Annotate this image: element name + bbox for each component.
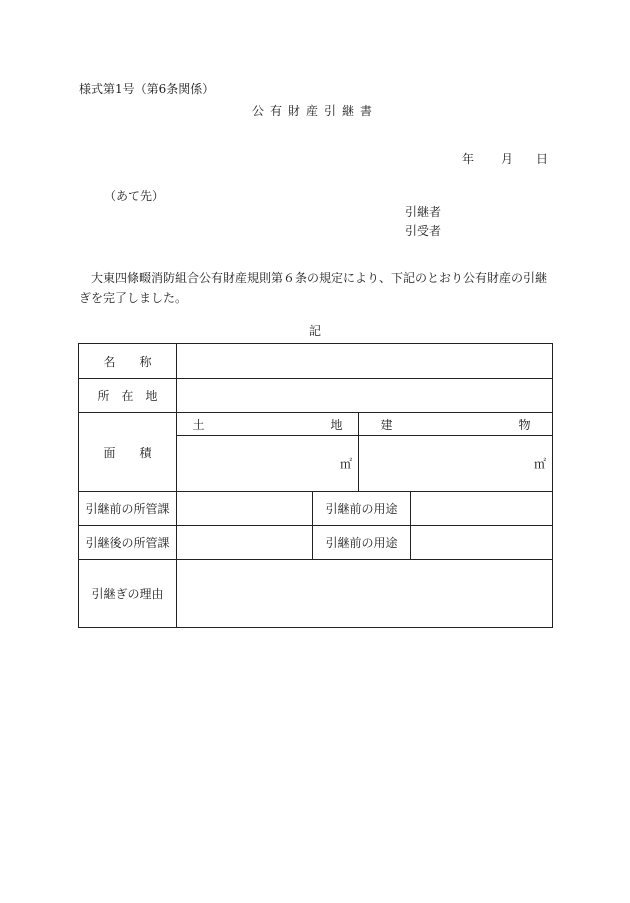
land-area-cell[interactable] (177, 436, 359, 492)
table-row-area-header (79, 413, 553, 436)
body-paragraph: 大東四條畷消防組合公有財産規則第６条の規定により、下記のとおり公有財産の引継ぎを完了しました。 (79, 271, 548, 305)
note-mark: 記 (308, 324, 321, 338)
location-label: 所 在 地 (79, 379, 177, 413)
building-area-unit: ㎡ (533, 457, 546, 471)
after-dept-label: 引継後の所管課 (79, 526, 177, 560)
building-area-cell[interactable] (359, 436, 553, 492)
transferee-label: 引受者 (405, 224, 442, 238)
form-number: 様式第1号（第6条関係） (79, 82, 215, 96)
name-label: 名 称 (79, 344, 177, 379)
date-month-label: 月 (501, 152, 514, 166)
addressee-label: （あて先） (104, 189, 165, 203)
table-row-reason (79, 560, 553, 628)
building-header-char-2: 物 (518, 417, 531, 432)
land-header-char-1: 土 (192, 417, 205, 432)
reason-value-cell[interactable] (177, 560, 553, 628)
land-column-header (177, 413, 359, 436)
date-day-label: 日 (536, 152, 549, 166)
before-dept-value-cell[interactable] (177, 492, 313, 526)
table-row-before-dept (79, 492, 553, 526)
table-row-location (79, 379, 553, 413)
before-use-value-cell-1[interactable] (411, 492, 553, 526)
land-header-char-2: 地 (330, 417, 343, 432)
name-value-cell[interactable] (177, 344, 553, 379)
before-use-label-1: 引継前の用途 (313, 492, 411, 526)
date-year-label: 年 (462, 152, 475, 166)
reason-label: 引継ぎの理由 (79, 560, 177, 628)
after-dept-value-cell[interactable] (177, 526, 313, 560)
location-value-cell[interactable] (177, 379, 553, 413)
area-label: 面 積 (79, 413, 177, 492)
building-header-char-1: 建 (380, 417, 393, 432)
before-use-label-2: 引継前の用途 (313, 526, 411, 560)
transferor-label: 引継者 (405, 205, 442, 219)
before-dept-label: 引継前の所管課 (79, 492, 177, 526)
before-use-value-cell-2[interactable] (411, 526, 553, 560)
table-row-after-dept (79, 526, 553, 560)
property-transfer-table (78, 343, 553, 628)
table-row-name (79, 344, 553, 379)
date-line (462, 150, 548, 167)
building-column-header (359, 413, 553, 436)
document-title: 公有財産引継書 (251, 104, 378, 118)
land-area-unit: ㎡ (339, 457, 352, 471)
